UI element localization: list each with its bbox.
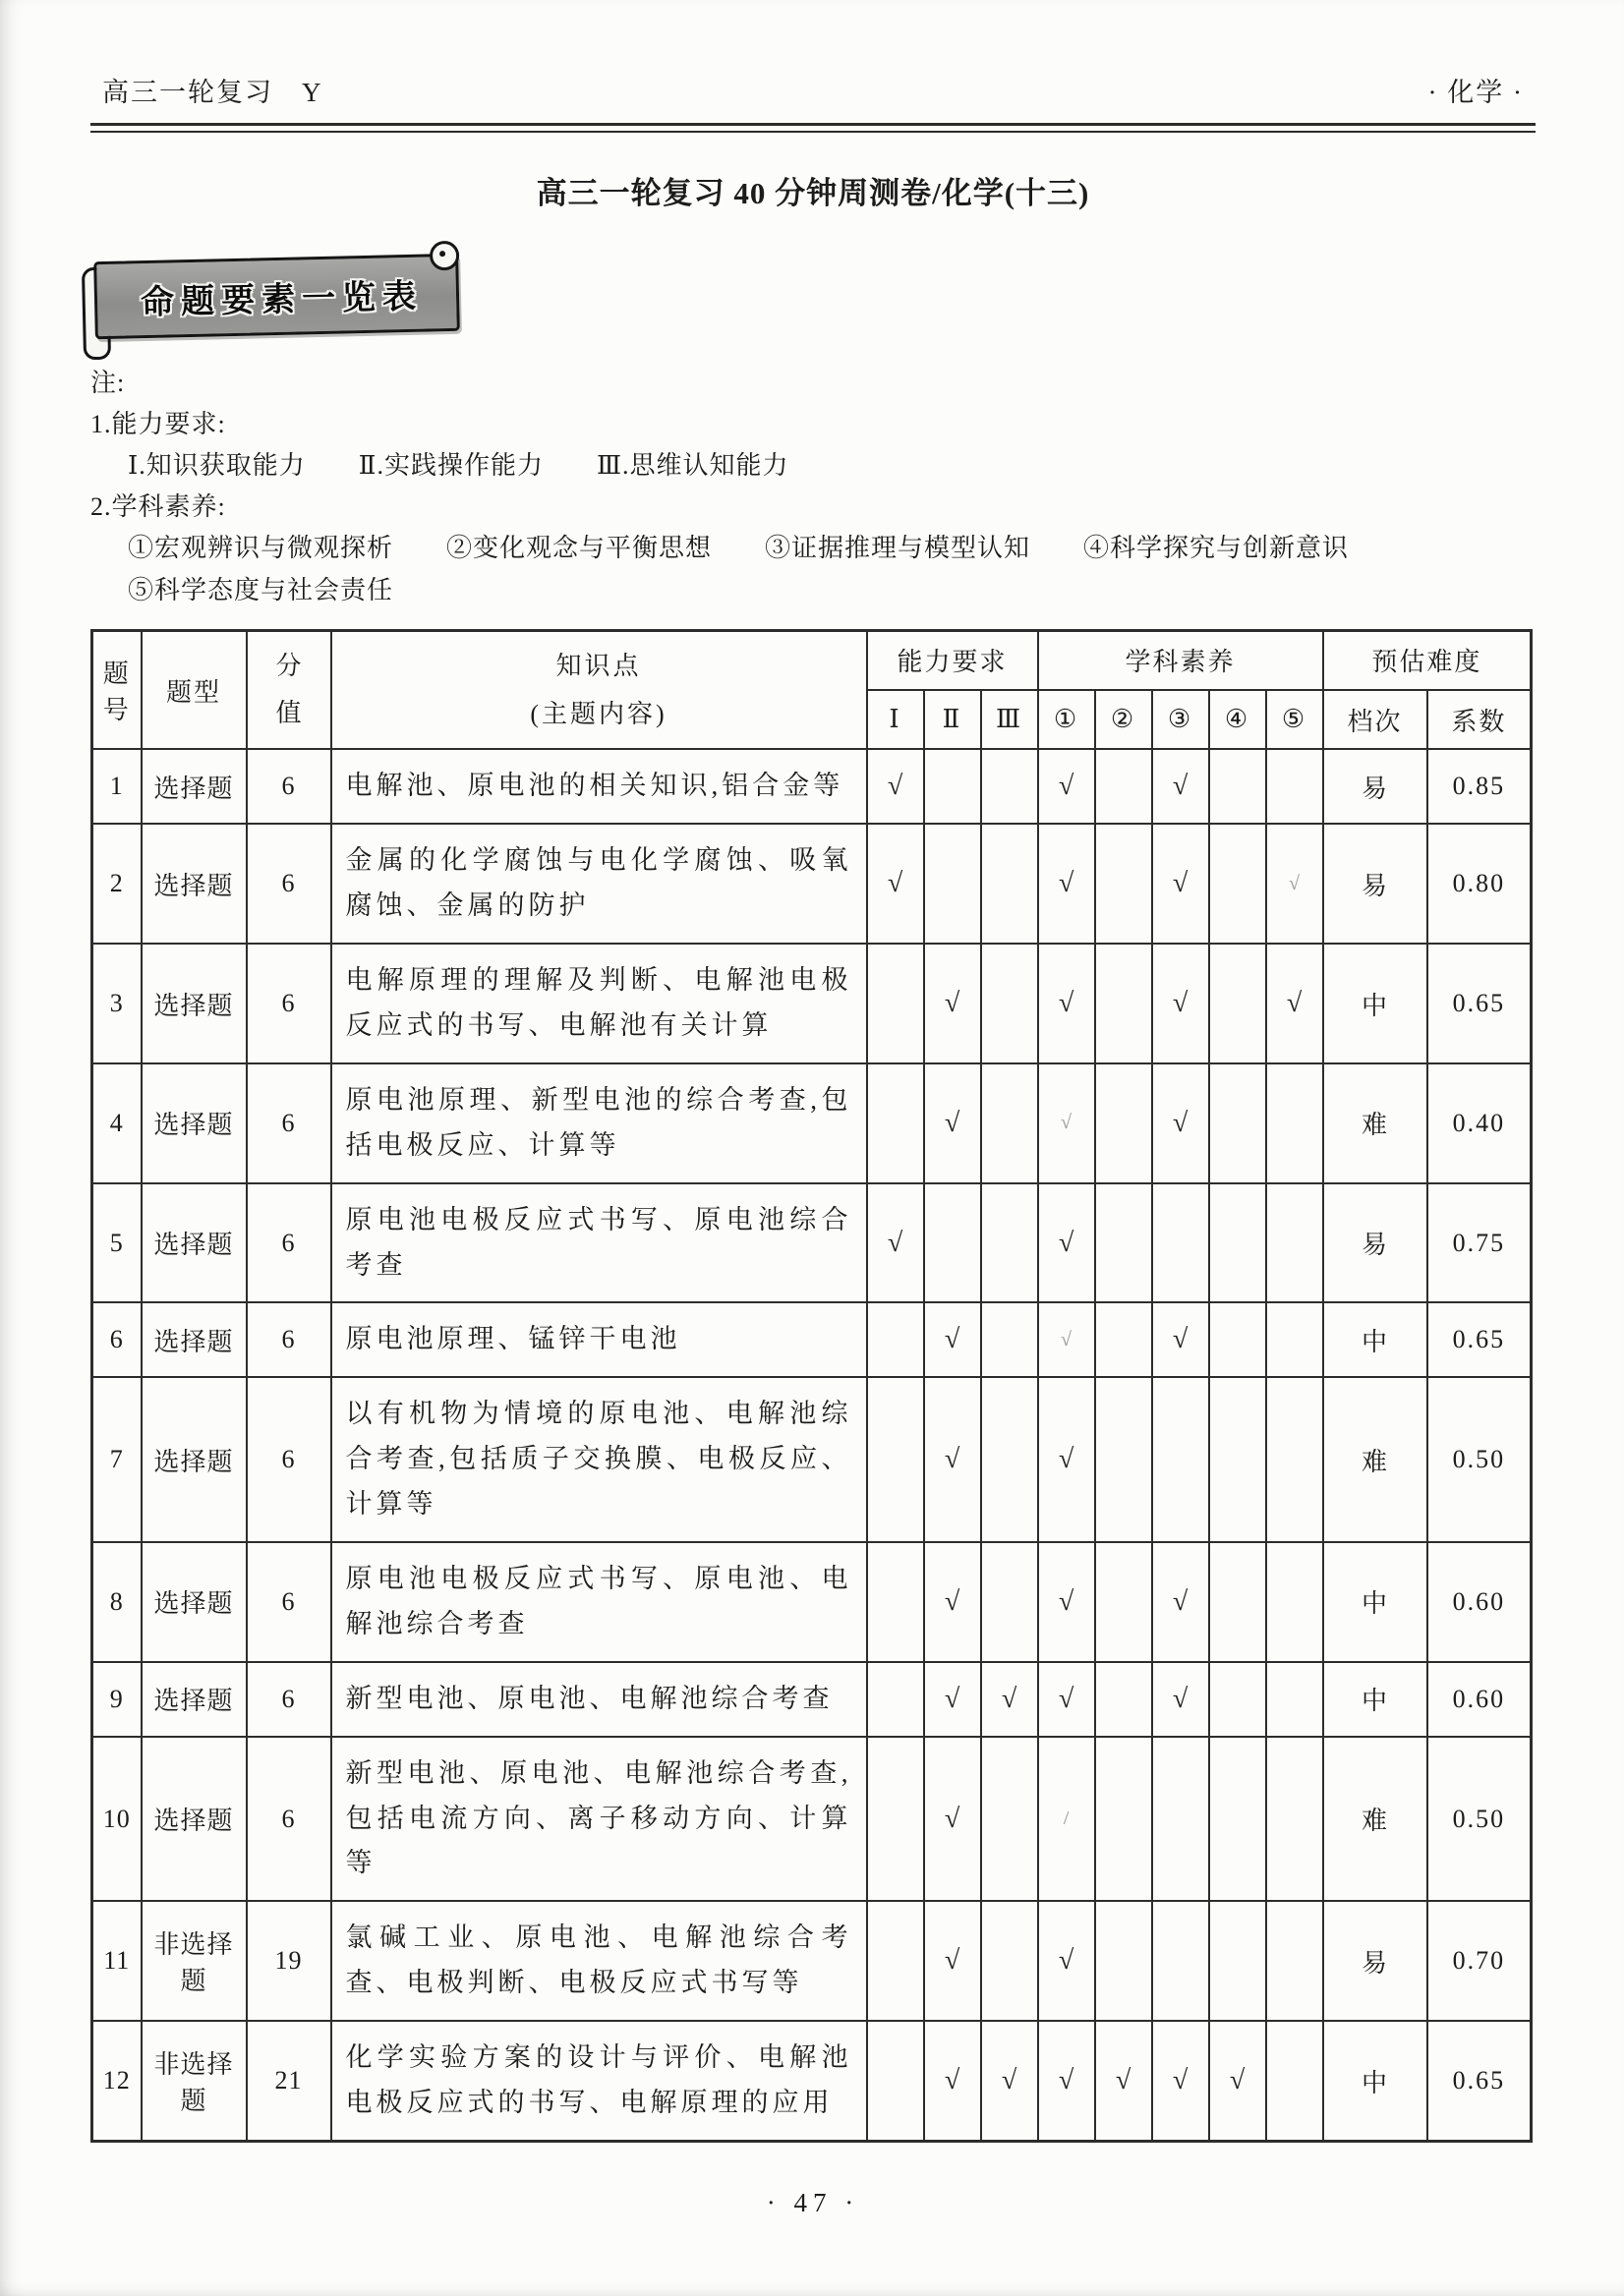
difficulty-level: 易 xyxy=(1323,749,1427,824)
col-header-level: 档次 xyxy=(1323,690,1427,749)
question-score: 6 xyxy=(247,1183,331,1303)
literacy-mark-3 xyxy=(1152,1901,1209,2021)
col-header-ability-2: Ⅱ xyxy=(924,690,981,749)
literacy-mark-4 xyxy=(1209,1302,1266,1377)
table-body xyxy=(92,749,1532,2141)
difficulty-level: 难 xyxy=(1323,1737,1427,1902)
col-header-ability-3: Ⅲ xyxy=(981,690,1038,749)
difficulty-coefficient: 0.75 xyxy=(1427,1183,1532,1303)
header-double-rule xyxy=(90,123,1536,133)
col-header-literacy-4: ④ xyxy=(1209,690,1266,749)
literacy-mark-4 xyxy=(1209,1542,1266,1662)
question-type: 选择题 xyxy=(142,824,247,944)
banner-ribbon xyxy=(93,254,460,339)
literacy-mark-1: √ xyxy=(1038,1183,1095,1303)
difficulty-coefficient: 0.65 xyxy=(1427,2021,1532,2141)
literacy-mark-5: √ xyxy=(1266,824,1323,944)
page-title: 高三一轮复习 40 分钟周测卷/化学(十三) xyxy=(536,176,1090,210)
banner-label: 命题要素一览表 xyxy=(140,278,424,322)
ability-mark-1 xyxy=(867,1901,924,2021)
question-score: 6 xyxy=(247,1737,331,1902)
knowledge-point: 电解原理的理解及判断、电解池电极反应式的书写、电解池有关计算 xyxy=(331,944,867,1063)
literacy-mark-1: √ xyxy=(1038,1542,1095,1662)
literacy-mark-1: √ xyxy=(1038,1302,1095,1377)
ability-mark-1 xyxy=(867,1542,924,1662)
col-header-ability-1: Ⅰ xyxy=(867,690,924,749)
literacy-mark-2 xyxy=(1095,1302,1152,1377)
literacy-mark-4 xyxy=(1209,1662,1266,1737)
blueprint-table xyxy=(90,629,1533,2143)
difficulty-coefficient: 0.65 xyxy=(1427,1302,1532,1377)
literacy-mark-2 xyxy=(1095,1377,1152,1542)
ability-mark-3 xyxy=(981,1901,1038,2021)
literacy-mark-1: √ xyxy=(1038,1063,1095,1183)
ability-mark-3 xyxy=(981,1542,1038,1662)
literacy-mark-3: √ xyxy=(1152,944,1209,1063)
literacy-mark-3 xyxy=(1152,1737,1209,1902)
literacy-mark-3: √ xyxy=(1152,749,1209,824)
ability-mark-2: √ xyxy=(924,1302,981,1377)
table-row xyxy=(92,1377,1532,1542)
ability-mark-2: √ xyxy=(924,2021,981,2141)
literacy-mark-3: √ xyxy=(1152,1063,1209,1183)
col-header-literacy-5: ⑤ xyxy=(1266,690,1323,749)
running-head xyxy=(90,71,1536,109)
literacy-mark-4 xyxy=(1209,1063,1266,1183)
table-row xyxy=(92,1662,1532,1737)
literacy-mark-2: √ xyxy=(1095,2021,1152,2141)
question-number: 3 xyxy=(92,944,142,1063)
notes-block xyxy=(90,363,1536,611)
page-number: · 47 · xyxy=(766,2187,860,2217)
ability-mark-1 xyxy=(867,1302,924,1377)
knowledge-point: 原电池电极反应式书写、原电池综合考查 xyxy=(331,1183,867,1303)
literacy-mark-4 xyxy=(1209,1183,1266,1303)
question-type: 选择题 xyxy=(142,1377,247,1542)
col-header-coefficient: 系数 xyxy=(1427,690,1532,749)
literacy-mark-3: √ xyxy=(1152,1302,1209,1377)
ability-mark-1 xyxy=(867,1662,924,1737)
literacy-mark-5 xyxy=(1266,1377,1323,1542)
question-number: 6 xyxy=(92,1302,142,1377)
question-type: 选择题 xyxy=(142,1183,247,1303)
question-score: 21 xyxy=(247,2021,331,2141)
difficulty-coefficient: 0.50 xyxy=(1427,1737,1532,1902)
question-score: 6 xyxy=(247,944,331,1063)
literacy-mark-5 xyxy=(1266,1737,1323,1902)
table-header-row-1 xyxy=(92,630,1532,690)
literacy-mark-5 xyxy=(1266,1542,1323,1662)
ability-mark-1 xyxy=(867,944,924,1063)
literacy-mark-3 xyxy=(1152,1183,1209,1303)
table-row xyxy=(92,944,1532,1063)
table-row xyxy=(92,1737,1532,1902)
ability-mark-1: √ xyxy=(867,824,924,944)
col-header-question-type: 题型 xyxy=(142,630,247,749)
difficulty-level: 易 xyxy=(1323,1901,1427,2021)
note-line: 2.学科素养: xyxy=(90,492,226,522)
question-type: 非选择题 xyxy=(142,1901,247,2021)
col-header-knowledge: 知识点 (主题内容) xyxy=(331,630,867,749)
ability-mark-2: √ xyxy=(924,1662,981,1737)
knowledge-point: 新型电池、原电池、电解池综合考查 xyxy=(331,1662,867,1737)
question-score: 6 xyxy=(247,1662,331,1737)
question-number: 8 xyxy=(92,1542,142,1662)
difficulty-level: 难 xyxy=(1323,1063,1427,1183)
difficulty-coefficient: 0.50 xyxy=(1427,1377,1532,1542)
question-score: 6 xyxy=(247,1302,331,1377)
literacy-mark-5: √ xyxy=(1266,944,1323,1063)
ability-mark-1 xyxy=(867,2021,924,2141)
ability-mark-3: √ xyxy=(981,2021,1038,2141)
question-number: 1 xyxy=(92,749,142,824)
difficulty-level: 中 xyxy=(1323,1302,1427,1377)
difficulty-coefficient: 0.80 xyxy=(1427,824,1532,944)
ability-mark-3 xyxy=(981,1377,1038,1542)
table-row xyxy=(92,1063,1532,1183)
question-number: 2 xyxy=(92,824,142,944)
ability-mark-3 xyxy=(981,1183,1038,1303)
ability-mark-1 xyxy=(867,1377,924,1542)
difficulty-level: 易 xyxy=(1323,824,1427,944)
question-type: 非选择题 xyxy=(142,2021,247,2141)
literacy-mark-1: √ xyxy=(1038,2021,1095,2141)
difficulty-coefficient: 0.65 xyxy=(1427,944,1532,1063)
difficulty-coefficient: 0.40 xyxy=(1427,1063,1532,1183)
knowledge-point: 氯碱工业、原电池、电解池综合考查、电极判断、电极反应式书写等 xyxy=(331,1901,867,2021)
literacy-mark-1: √ xyxy=(1038,1901,1095,2021)
question-score: 6 xyxy=(247,824,331,944)
literacy-mark-5 xyxy=(1266,1183,1323,1303)
question-score: 6 xyxy=(247,1377,331,1542)
question-number: 7 xyxy=(92,1377,142,1542)
ability-mark-3 xyxy=(981,1737,1038,1902)
literacy-mark-1: √ xyxy=(1038,824,1095,944)
note-line: 1.能力要求: xyxy=(90,410,226,439)
literacy-mark-4 xyxy=(1209,824,1266,944)
ability-mark-2: √ xyxy=(924,1063,981,1183)
literacy-mark-1: √ xyxy=(1038,749,1095,824)
difficulty-level: 易 xyxy=(1323,1183,1427,1303)
running-head-right: · 化学 · xyxy=(1427,78,1524,107)
table-row xyxy=(92,1183,1532,1303)
question-number: 4 xyxy=(92,1063,142,1183)
literacy-mark-3: √ xyxy=(1152,824,1209,944)
literacy-mark-4: √ xyxy=(1209,2021,1266,2141)
question-number: 9 xyxy=(92,1662,142,1737)
table-row xyxy=(92,1901,1532,2021)
difficulty-coefficient: 0.70 xyxy=(1427,1901,1532,2021)
ability-mark-1 xyxy=(867,1063,924,1183)
literacy-mark-1: / xyxy=(1038,1737,1095,1902)
question-type: 选择题 xyxy=(142,749,247,824)
ability-mark-2: √ xyxy=(924,1542,981,1662)
note-line: ⑤科学态度与社会责任 xyxy=(128,575,394,604)
table-row xyxy=(92,1542,1532,1662)
knowledge-point: 金属的化学腐蚀与电化学腐蚀、吸氧腐蚀、金属的防护 xyxy=(331,824,867,944)
col-header-literacy: 学科素养 xyxy=(1038,630,1323,690)
table-row xyxy=(92,1302,1532,1377)
difficulty-coefficient: 0.85 xyxy=(1427,749,1532,824)
difficulty-level: 中 xyxy=(1323,1662,1427,1737)
literacy-mark-2 xyxy=(1095,824,1152,944)
literacy-mark-4 xyxy=(1209,1901,1266,2021)
col-header-literacy-3: ③ xyxy=(1152,690,1209,749)
question-score: 6 xyxy=(247,1542,331,1662)
difficulty-level: 中 xyxy=(1323,2021,1427,2141)
question-score: 19 xyxy=(247,1901,331,2021)
literacy-mark-3: √ xyxy=(1152,1662,1209,1737)
question-number: 11 xyxy=(92,1901,142,2021)
question-type: 选择题 xyxy=(142,1302,247,1377)
ability-mark-3: √ xyxy=(981,1662,1038,1737)
literacy-mark-5 xyxy=(1266,1302,1323,1377)
ability-mark-1: √ xyxy=(867,1183,924,1303)
question-score: 6 xyxy=(247,1063,331,1183)
ability-mark-2 xyxy=(924,749,981,824)
literacy-mark-5 xyxy=(1266,2021,1323,2141)
literacy-mark-3 xyxy=(1152,1377,1209,1542)
literacy-mark-5 xyxy=(1266,1662,1323,1737)
literacy-mark-1: √ xyxy=(1038,944,1095,1063)
note-line: ①宏观辨识与微观探析 ②变化观念与平衡思想 ③证据推理与模型认知 ④科学探究与创新意识 xyxy=(128,534,1350,563)
col-header-score: 分值 xyxy=(247,630,331,749)
ability-mark-3 xyxy=(981,824,1038,944)
running-head-left: 高三一轮复习 Y xyxy=(102,78,323,107)
table-row xyxy=(92,2021,1532,2141)
literacy-mark-4 xyxy=(1209,1737,1266,1902)
section-banner xyxy=(94,258,459,335)
table-row xyxy=(92,824,1532,944)
literacy-mark-4 xyxy=(1209,944,1266,1063)
literacy-mark-5 xyxy=(1266,1063,1323,1183)
literacy-mark-5 xyxy=(1266,1901,1323,2021)
question-type: 选择题 xyxy=(142,944,247,1063)
question-score: 6 xyxy=(247,749,331,824)
ability-mark-2: √ xyxy=(924,1737,981,1902)
literacy-mark-2 xyxy=(1095,1183,1152,1303)
knowledge-point: 化学实验方案的设计与评价、电解池电极反应式的书写、电解原理的应用 xyxy=(331,2021,867,2141)
knowledge-point: 原电池电极反应式书写、原电池、电解池综合考查 xyxy=(331,1542,867,1662)
notes-label: 注: xyxy=(90,369,126,397)
question-type: 选择题 xyxy=(142,1662,247,1737)
literacy-mark-5 xyxy=(1266,749,1323,824)
ability-mark-3 xyxy=(981,749,1038,824)
ability-mark-3 xyxy=(981,1302,1038,1377)
knowledge-point: 电解池、原电池的相关知识,铝合金等 xyxy=(331,749,867,824)
literacy-mark-2 xyxy=(1095,749,1152,824)
question-type: 选择题 xyxy=(142,1737,247,1902)
ability-mark-3 xyxy=(981,944,1038,1063)
col-header-question-no: 题号 xyxy=(92,630,142,749)
knowledge-point: 以有机物为情境的原电池、电解池综合考查,包括质子交换膜、电极反应、计算等 xyxy=(331,1377,867,1542)
literacy-mark-4 xyxy=(1209,749,1266,824)
ability-mark-2 xyxy=(924,1183,981,1303)
difficulty-level: 难 xyxy=(1323,1377,1427,1542)
col-header-literacy-1: ① xyxy=(1038,690,1095,749)
ability-mark-2: √ xyxy=(924,1377,981,1542)
difficulty-level: 中 xyxy=(1323,944,1427,1063)
table-row xyxy=(92,749,1532,824)
difficulty-coefficient: 0.60 xyxy=(1427,1542,1532,1662)
scroll-curl-icon xyxy=(430,241,460,271)
ability-mark-1 xyxy=(867,1737,924,1902)
ability-mark-1: √ xyxy=(867,749,924,824)
literacy-mark-3: √ xyxy=(1152,2021,1209,2141)
difficulty-level: 中 xyxy=(1323,1542,1427,1662)
literacy-mark-2 xyxy=(1095,1063,1152,1183)
literacy-mark-1: √ xyxy=(1038,1662,1095,1737)
ability-mark-3 xyxy=(981,1063,1038,1183)
question-type: 选择题 xyxy=(142,1063,247,1183)
ability-mark-2: √ xyxy=(924,1901,981,2021)
difficulty-coefficient: 0.60 xyxy=(1427,1662,1532,1737)
literacy-mark-2 xyxy=(1095,1542,1152,1662)
knowledge-point: 新型电池、原电池、电解池综合考查,包括电流方向、离子移动方向、计算等 xyxy=(331,1737,867,1902)
note-line: Ⅰ.知识获取能力 Ⅱ.实践操作能力 Ⅲ.思维认知能力 xyxy=(128,451,789,481)
question-number: 12 xyxy=(92,2021,142,2141)
literacy-mark-2 xyxy=(1095,944,1152,1063)
literacy-mark-2 xyxy=(1095,1737,1152,1902)
question-number: 10 xyxy=(92,1737,142,1902)
col-header-literacy-2: ② xyxy=(1095,690,1152,749)
question-number: 5 xyxy=(92,1183,142,1303)
ability-mark-2 xyxy=(924,824,981,944)
col-header-ability: 能力要求 xyxy=(867,630,1038,690)
literacy-mark-1: √ xyxy=(1038,1377,1095,1542)
literacy-mark-3: √ xyxy=(1152,1542,1209,1662)
question-type: 选择题 xyxy=(142,1542,247,1662)
literacy-mark-4 xyxy=(1209,1377,1266,1542)
col-header-difficulty: 预估难度 xyxy=(1323,630,1532,690)
knowledge-point: 原电池原理、锰锌干电池 xyxy=(331,1302,867,1377)
knowledge-point: 原电池原理、新型电池的综合考查,包括电极反应、计算等 xyxy=(331,1063,867,1183)
ability-mark-2: √ xyxy=(924,944,981,1063)
literacy-mark-2 xyxy=(1095,1662,1152,1737)
literacy-mark-2 xyxy=(1095,1901,1152,2021)
